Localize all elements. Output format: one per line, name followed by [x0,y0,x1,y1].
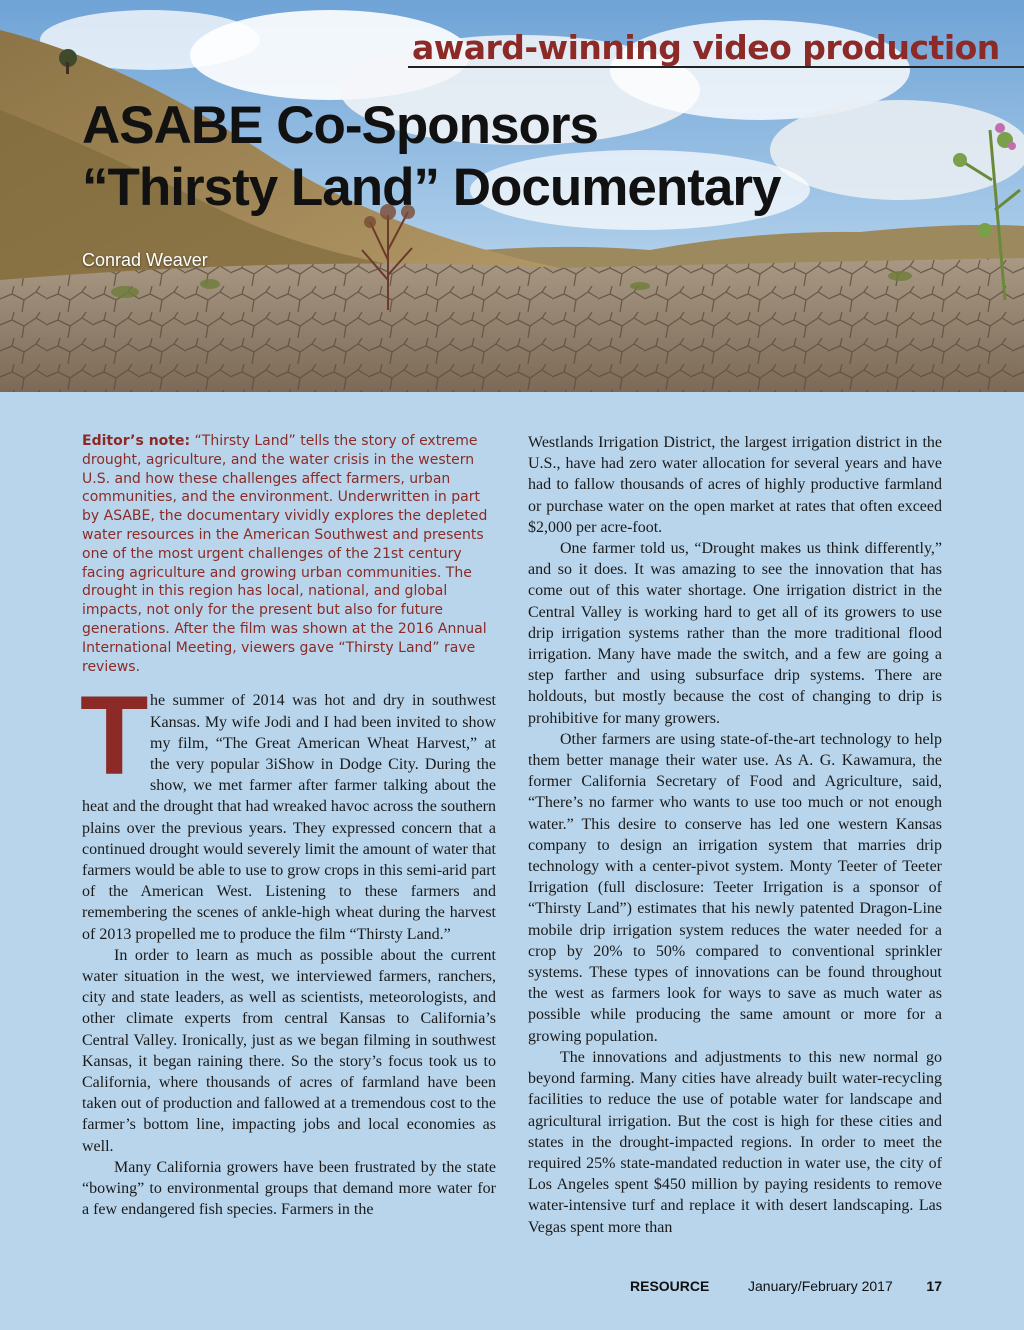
hero-image [0,0,1024,392]
page-footer [630,1278,942,1298]
drop-cap-letter: T [80,673,149,799]
section-label-text: award-winning video production [412,28,1000,67]
headline [82,95,780,219]
headline-line-2: “Thirsty Land” Documentary [82,158,781,217]
left-column [82,432,496,1220]
drop-cap [80,673,149,799]
article-paragraph-3: Many California growers have been frustrated by the state “bowing” to environmental groups that demand more water for a few endangered fish species. Farmers in the [82,1158,496,1219]
article-paragraph-1: he summer of 2014 was hot and dry in southwest Kansas. My wife Jodi and I had been invited to show my film, “The Great American Wheat Harvest,” at the very popular 3iShow in Dodge City. During the show, we met farmer after farmer talking about the heat and the drought that had wreaked havoc across the southern plains over the previous years. They expressed concern that a continued drought would severely limit the amount of water that farmers would be able to use to grow crops in this semi-arid part of the American West. Listening to these farmers and remembering the scenes of ankle-high wheat during the harvest of 2013 propelled me to produce the film “Thirsty Land.” [82,692,496,943]
section-label [408,28,1024,68]
article-paragraph-5: Other farmers are using state-of-the-art technology to help them better manage their water use. As A. G. Kawamura, the former California Secretary of Food and Agriculture, said, “There’s no farmer who wants to use too much or not enough water.” This desire to conserve has led one western Kansas company to design an irrigation system that marries drip technology with a center-pivot system. Monty Teeter of Teeter Irrigation (full disclosure: Teeter Irrigation is a sponsor of “Thirsty Land”) estimates that his newly patented Dragon-Line mobile drip irrigation system reduces the water needed for a crop by 20% to 50% compared to conventional sprinkler systems. These types of innovations can be found throughout the west as farmers look for ways to save as much water as possible while producing the same amount or more for a growing population. [528,730,942,1045]
article-paragraph-6: The innovations and adjustments to this new normal go beyond farming. Many cities have already built water-recycling facilities to reduce the use of potable water for landscape and agricultural irrigation. But the cost is high for these cities and states in the drought-impacted regions. In order to meet the required 25% state-mandated reduction in water use, the city of Los Angeles spent $450 million by paying residents to remove water-intensive turf and replace it with desert landscaping. Las Vegas spent more than [528,1048,942,1236]
issue-date: January/February 2017 [748,1278,893,1294]
article-paragraph-3-continued: Westlands Irrigation District, the largest irrigation district in the U.S., have had zero water allocation for several years and have had to fallow thousands of acres of highly productive farmland or purchase water on the open market at rates that often exceed $2,000 per acre-foot. [528,434,942,536]
magazine-name: RESOURCE [630,1278,710,1294]
article-paragraph-2: In order to learn as much as possible about the current water situation in the west, we interviewed farmers, ranchers, city and state leaders, as well as scientists, meteorologists, and other climate experts from central Kansas to California’s Central Valley. Ironically, just as we began filming in southwest Kansas, it began raining there. So the story’s focus took us to California, where thousands of acres of farmland have been taken out of production and fallowed at a tremendous cost to the farmer’s bottom line, impacting jobs and local economies as well. [82,946,496,1155]
headline-line-1: ASABE Co-Sponsors [82,96,598,155]
editor-note [82,432,496,676]
article-paragraph-4: One farmer told us, “Drought makes us think differently,” and so it does. It was amazing to see the innovation that has come out of this water shortage. One irrigation district in the Central Valley is working hard to get all of its growers to use drip irrigation systems rather than the more traditional flood irrigation. Many have made the switch, and a few are going a step farther and using subsurface drip systems. There are holdouts, but mostly because the cost of changing to drip is prohibitive for many growers. [528,540,942,727]
byline: Conrad Weaver [82,250,208,270]
editor-note-text: “Thirsty Land” tells the story of extreme drought, agriculture, and the water crisis in the western U.S. and how these challenges affect farmers, urban communities, and the environment. Underwritten in part by ASABE, the documentary vividly explores the depleted water resources in the American Southwest and presents one of the most urgent challenges of the 21st century facing agriculture and growing urban communities. The drought in this region has local, national, and global impacts, not only for the present but also for future generations. After the film was shown at the 2016 Annual International Meeting, viewers gave “Thirsty Land” rave reviews. [82,433,488,675]
page-number: 17 [926,1278,942,1294]
editor-note-label: Editor’s note: [82,433,191,449]
right-column [528,432,942,1238]
